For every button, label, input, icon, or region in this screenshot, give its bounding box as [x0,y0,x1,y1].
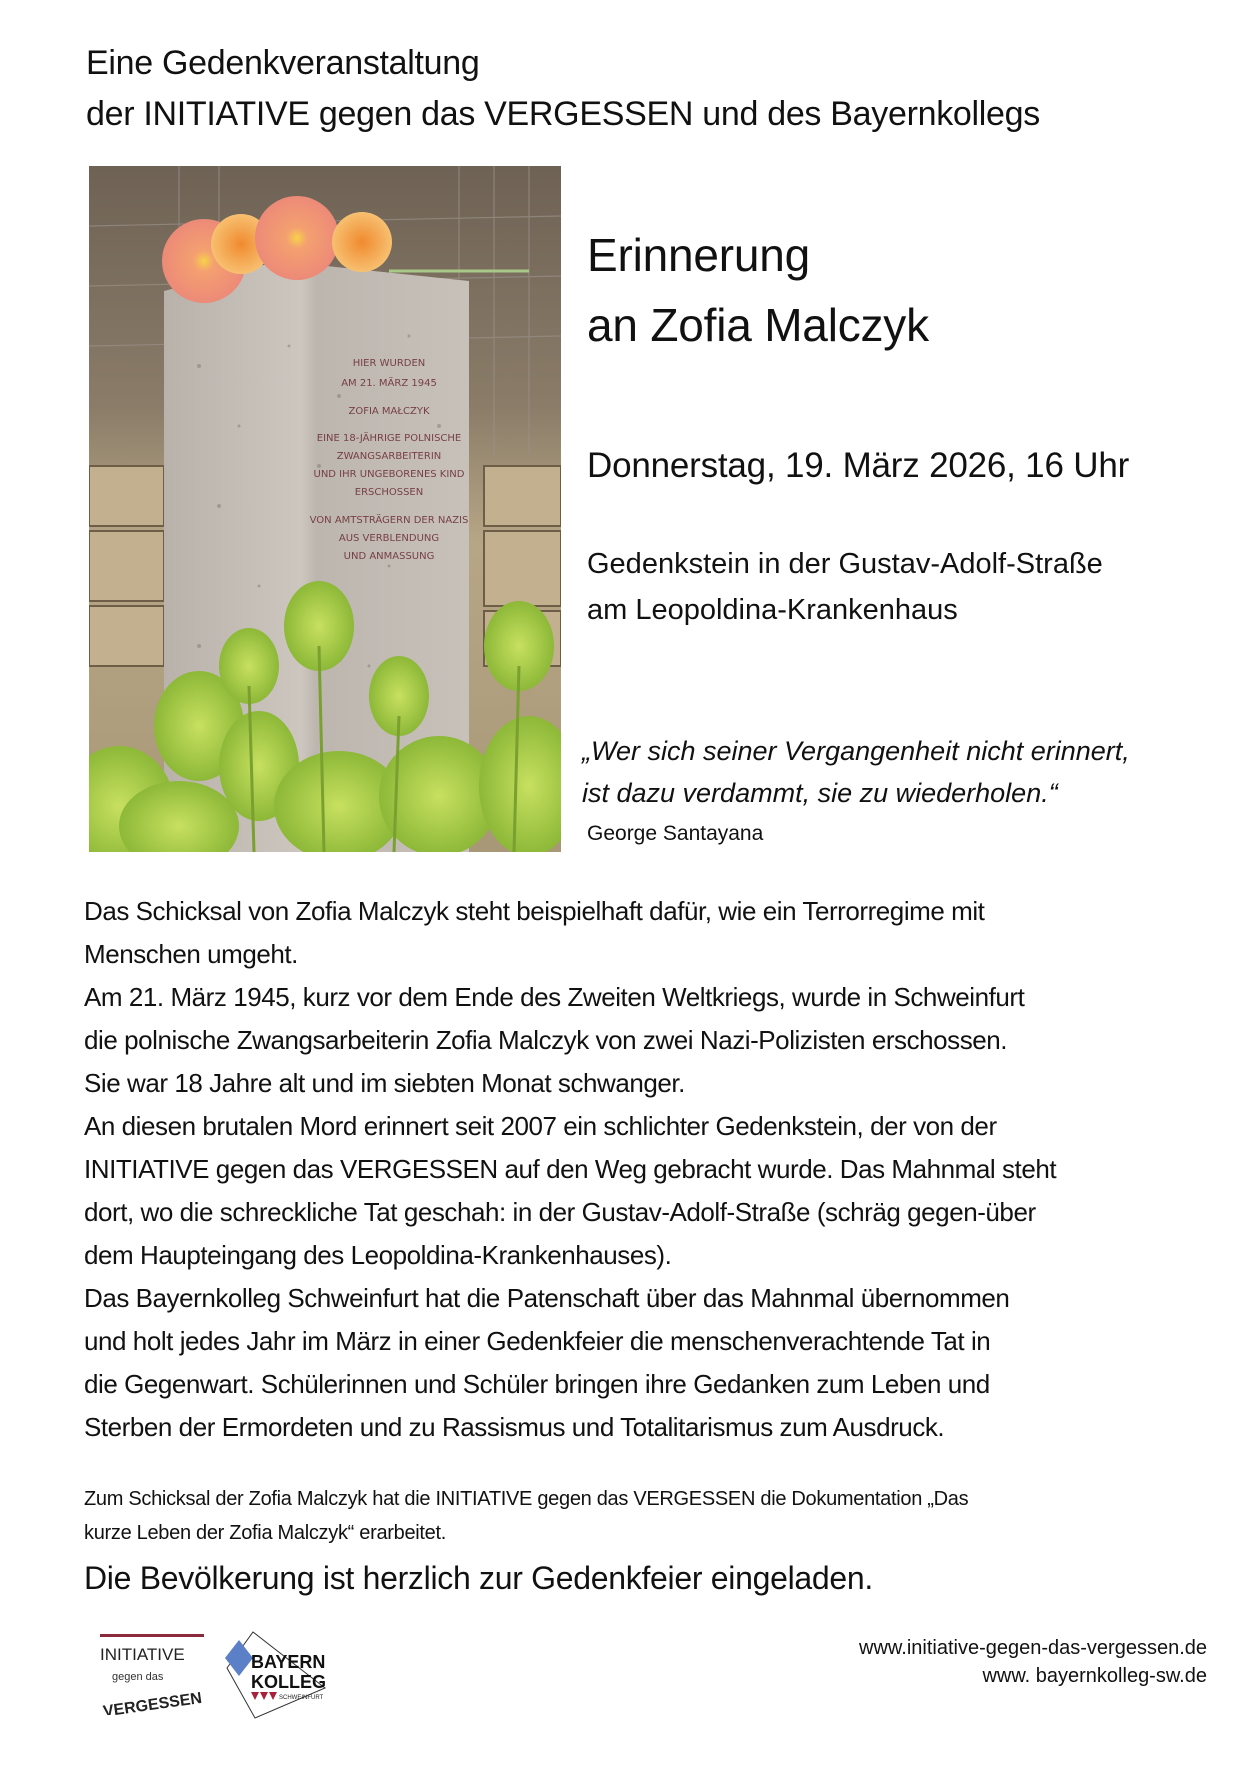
svg-text:ZWANGSARBEITERIN: ZWANGSARBEITERIN [336,451,442,462]
svg-text:AM 21. MÄRZ 1945: AM 21. MÄRZ 1945 [341,378,437,389]
svg-text:KOLLEG: KOLLEG [251,1672,326,1692]
body-line: Am 21. März 1945, kurz vor dem Ende des Zweiten Weltkriegs, wurde in Schweinfurt [84,982,1025,1012]
svg-text:INITIATIVE: INITIATIVE [100,1645,185,1664]
inscription-line: HIER WURDEN [352,358,426,369]
body-line: Menschen umgeht. [84,939,298,969]
header-line-2: der INITIATIVE gegen das VERGESSEN und des Bayernkollegs [86,95,1040,133]
svg-text:ERSCHOSSEN: ERSCHOSSEN [354,487,424,498]
body-line: dort, wo die schreckliche Tat geschah: in der Gustav-Adolf-Straße (schräg gegen-über [84,1197,1036,1227]
event-location-line-1: Gedenkstein in der Gustav-Adolf-Straße [587,548,1103,580]
bayernkolleg-logo [225,1628,340,1720]
svg-text:SCHWEINFURT: SCHWEINFURT [279,1695,324,1701]
svg-text:UND IHR UNGEBORENES KIND: UND IHR UNGEBORENES KIND [313,469,465,480]
body-line: Sterben der Ermordeten und zu Rassismus und Totalitarismus zum Ausdruck. [84,1412,945,1442]
event-location-line-2: am Leopoldina-Krankenhaus [587,594,958,626]
initiative-website-link[interactable]: www.initiative-gegen-das-vergessen.de [859,1637,1207,1659]
invitation-text: Die Bevölkerung ist herzlich zur Gedenkfeier eingeladen. [84,1560,873,1596]
event-title-line-2: an Zofia Malczyk [587,299,929,351]
body-line: Das Schicksal von Zofia Malczyk steht beispielhaft dafür, wie ein Terrorregime mit [84,896,985,926]
event-title-line-1: Erinnerung [587,229,811,281]
body-line: dem Haupteingang des Leopoldina-Krankenhauses). [84,1240,672,1270]
body-line: Sie war 18 Jahre alt und im siebten Monat schwanger. [84,1068,685,1098]
svg-text:VERGESSEN: VERGESSEN [102,1689,204,1715]
body-line: und holt jedes Jahr im März in einer Gedenkfeier die menschenverachtende Tat in [84,1326,991,1356]
quote-author: George Santayana [587,822,764,845]
note-line-2: kurze Leben der Zofia Malczyk“ erarbeitet. [84,1522,447,1544]
svg-text:AUS VERBLENDUNG: AUS VERBLENDUNG [338,533,440,544]
svg-text:gegen das: gegen das [112,1671,164,1683]
bayernkolleg-website-link[interactable]: www. bayernkolleg-sw.de [982,1665,1207,1687]
body-paragraph [84,890,1224,1449]
svg-text:ZOFIA MAŁCZYK: ZOFIA MAŁCZYK [348,406,430,417]
body-line: An diesen brutalen Mord erinnert seit 2007 ein schlichter Gedenkstein, der von der [84,1111,997,1141]
svg-text:VON AMTSTRÄGERN DER NAZIS: VON AMTSTRÄGERN DER NAZIS [309,515,469,526]
initiative-logo [100,1630,210,1715]
svg-text:EINE 18-JÄHRIGE POLNISCHE: EINE 18-JÄHRIGE POLNISCHE [316,433,462,444]
quote-line-1: „Wer sich seiner Vergangenheit nicht erinnert, [582,736,1130,766]
body-line: die Gegenwart. Schülerinnen und Schüler bringen ihre Gedanken zum Leben und [84,1369,990,1399]
svg-text:BAYERN: BAYERN [251,1652,326,1672]
note-line-1: Zum Schicksal der Zofia Malczyk hat die INITIATIVE gegen das VERGESSEN die Dokumentation „Das [84,1488,969,1510]
body-line: INITIATIVE gegen das VERGESSEN auf den Weg gebracht wurde. Das Mahnmal steht [84,1154,1057,1184]
memorial-stone-photo [89,166,561,852]
body-line: Das Bayernkolleg Schweinfurt hat die Patenschaft über das Mahnmal übernommen [84,1283,1010,1313]
body-line: die polnische Zwangsarbeiterin Zofia Malczyk von zwei Nazi-Polizisten erschossen. [84,1025,1008,1055]
quote-line-2: ist dazu verdammt, sie zu wiederholen.“ [582,778,1058,808]
header-line-1: Eine Gedenkveranstaltung [86,44,480,82]
event-date: Donnerstag, 19. März 2026, 16 Uhr [587,446,1130,485]
documentation-note [84,1482,1224,1550]
svg-text:UND ANMASSUNG: UND ANMASSUNG [343,551,435,562]
